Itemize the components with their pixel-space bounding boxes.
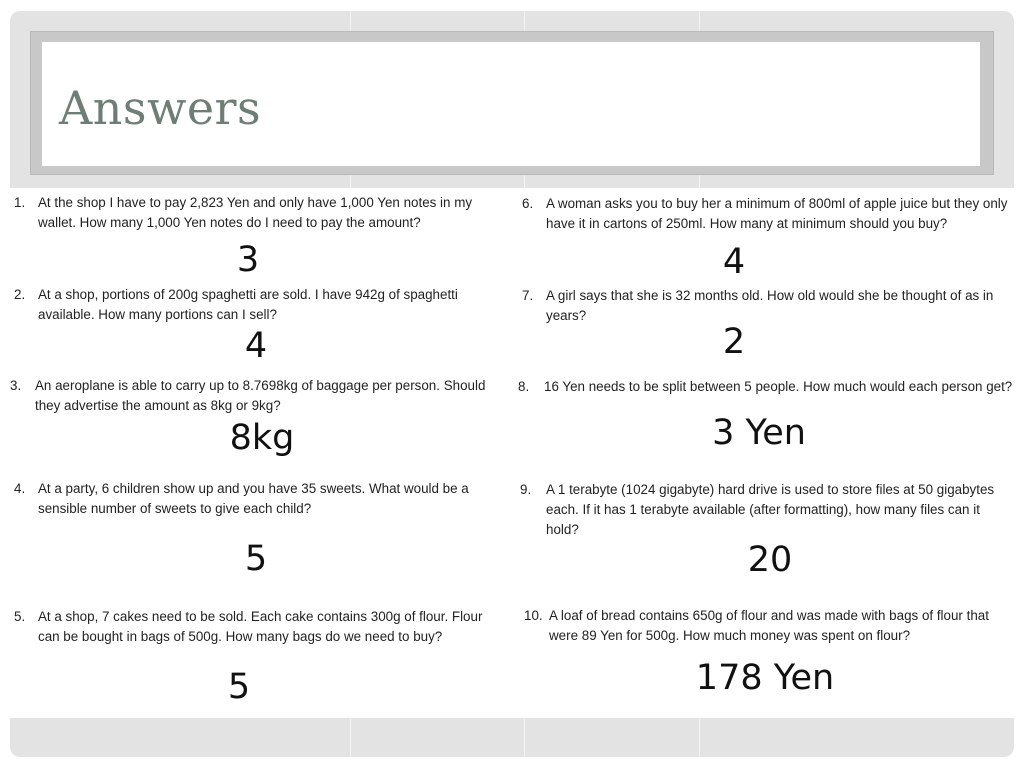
question-number: 9. xyxy=(520,482,532,497)
question-1 xyxy=(14,193,504,233)
question-text: A girl says that she is 32 months old. How old would she be thought of as in years? xyxy=(546,288,994,323)
question-text: At a shop, portions of 200g spaghetti are sold. I have 942g of spaghetti available. How many portions can I sell? xyxy=(38,287,458,322)
question-6 xyxy=(522,194,1016,234)
question-text: At the shop I have to pay 2,823 Yen and only have 1,000 Yen notes in my wallet. How many 1,000 Yen notes do I need to pay the amount? xyxy=(38,195,473,230)
question-text: A 1 terabyte (1024 gigabyte) hard drive is used to store files at 50 gigabytes each. If it has 1 terabyte available (after formatting), how many files can it hold? xyxy=(546,482,995,537)
question-text: A loaf of bread contains 650g of flour and was made with bags of flour that were 89 Yen for 500g. How much money was spent on flour? xyxy=(549,608,989,643)
question-text: A woman asks you to buy her a minimum of 800ml of apple juice but they only have it in cartons of 250ml. How many at minimum should you buy? xyxy=(546,196,1008,231)
answer-10: 178 Yen xyxy=(695,658,835,698)
question-text: At a shop, 7 cakes need to be sold. Each cake contains 300g of flour. Flour can be bought in bags of 500g. How many bags do we need to buy? xyxy=(38,609,483,644)
answer-9: 20 xyxy=(747,540,793,580)
answer-7: 2 xyxy=(722,322,746,362)
question-number: 6. xyxy=(522,196,534,211)
question-number: 4. xyxy=(14,481,26,496)
question-7 xyxy=(522,286,1016,326)
question-number: 7. xyxy=(522,288,534,303)
answer-5: 5 xyxy=(227,667,251,707)
question-5 xyxy=(14,607,504,647)
question-4 xyxy=(14,479,504,519)
question-number: 1. xyxy=(14,195,26,210)
answer-3: 8kg xyxy=(229,418,295,458)
question-number: 2. xyxy=(14,287,26,302)
question-text: An aeroplane is able to carry up to 8.7698kg of baggage per person. Should they advertise the amount as 8kg or 9kg? xyxy=(35,378,486,413)
answer-6: 4 xyxy=(722,242,746,282)
question-text: 16 Yen needs to be split between 5 people. How much would each person get? xyxy=(544,379,1013,394)
question-number: 8. xyxy=(518,379,530,394)
slide-title: Answers xyxy=(59,81,262,135)
question-8 xyxy=(518,377,1016,397)
question-number: 10. xyxy=(524,608,543,623)
answer-1: 3 xyxy=(236,240,260,280)
question-3 xyxy=(10,376,500,416)
question-text: At a party, 6 children show up and you have 35 sweets. What would be a sensible number of sweets to give each child? xyxy=(38,481,469,516)
answer-2: 4 xyxy=(244,326,268,366)
question-9 xyxy=(520,480,1012,540)
answer-8: 3 Yen xyxy=(712,413,806,453)
question-10 xyxy=(524,606,1014,646)
question-number: 3. xyxy=(10,378,22,393)
answer-4: 5 xyxy=(244,539,268,579)
question-2 xyxy=(14,285,504,325)
question-number: 5. xyxy=(14,609,26,624)
